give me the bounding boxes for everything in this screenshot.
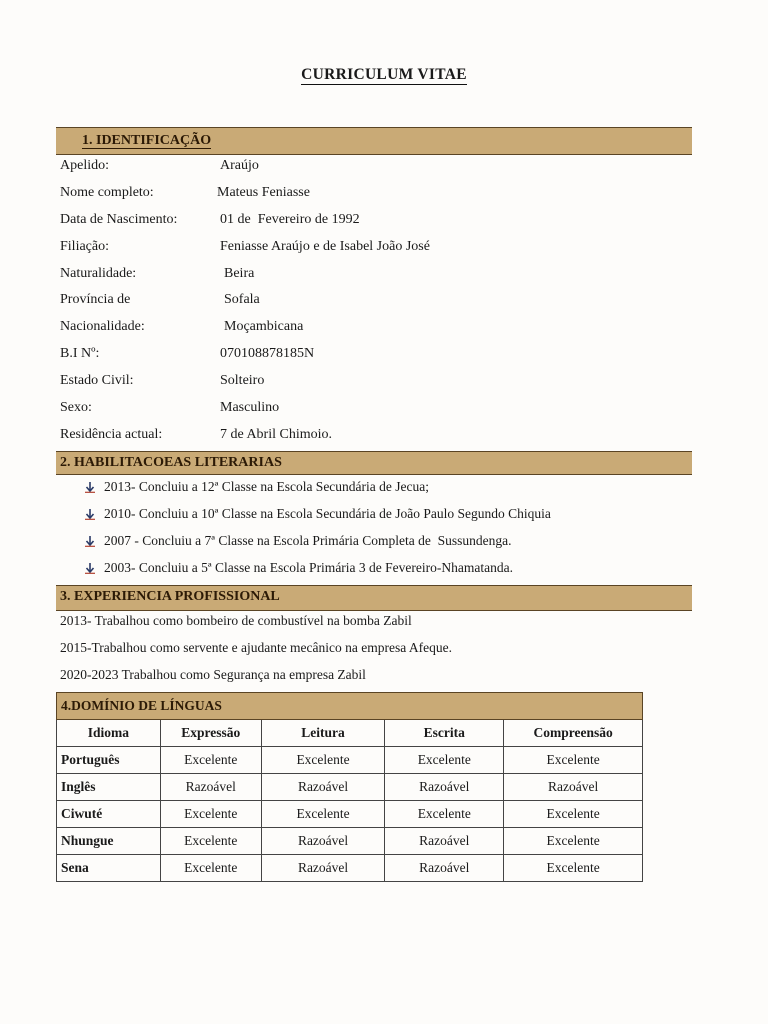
ident-label: Filiação: bbox=[60, 238, 109, 254]
section-habilitacoes-title: 2. HABILITACOEAS LITERARIAS bbox=[60, 455, 282, 470]
list-item: 2013- Trabalhou como bombeiro de combustível na bomba Zabil bbox=[60, 613, 412, 628]
table-cell: Razoável bbox=[385, 855, 504, 882]
ident-value: 070108878185N bbox=[220, 346, 315, 362]
section-identificacao-header bbox=[56, 127, 692, 155]
ident-label: Província de bbox=[60, 292, 131, 308]
ident-row-sexo bbox=[60, 398, 660, 425]
ident-value: Masculino bbox=[220, 400, 280, 416]
languages-table bbox=[56, 692, 643, 882]
ident-row-provincia bbox=[60, 290, 660, 317]
table-cell: Razoável bbox=[261, 828, 385, 855]
list-item bbox=[84, 478, 551, 505]
table-row bbox=[57, 855, 643, 882]
ident-label: Nome completo: bbox=[60, 184, 154, 200]
ident-value: 7 de Abril Chimoio. bbox=[220, 426, 332, 442]
section-experiencia-title: 3. EXPERIENCIA PROFISSIONAL bbox=[60, 589, 280, 604]
section-experiencia-header bbox=[56, 585, 692, 611]
ident-row-bi bbox=[60, 344, 660, 371]
language-name: Português bbox=[57, 747, 161, 774]
ident-row-residencia bbox=[60, 425, 660, 452]
ident-value: 01 de Fevereiro de 1992 bbox=[220, 211, 360, 227]
table-cell: Excelente bbox=[385, 801, 504, 828]
table-cell: Excelente bbox=[385, 747, 504, 774]
table-cell: Razoável bbox=[261, 855, 385, 882]
table-cell: Excelente bbox=[504, 855, 643, 882]
ident-row-filiacao bbox=[60, 237, 660, 264]
table-cell: Excelente bbox=[504, 747, 643, 774]
ident-row-nascimento bbox=[60, 210, 660, 237]
ident-value: Sofala bbox=[224, 292, 260, 308]
ident-label: Naturalidade: bbox=[60, 265, 137, 281]
table-cell: Excelente bbox=[160, 747, 261, 774]
language-name: Sena bbox=[57, 855, 161, 882]
education-text: 2007 - Concluiu a 7ª Classe na Escola Primária Completa de Sussundenga. bbox=[104, 532, 512, 548]
ident-row-apelido bbox=[60, 156, 660, 183]
column-header: Compreensão bbox=[504, 720, 643, 747]
table-row bbox=[57, 828, 643, 855]
table-cell: Excelente bbox=[160, 855, 261, 882]
ident-label: Nacionalidade: bbox=[60, 319, 145, 335]
column-header: Escrita bbox=[385, 720, 504, 747]
ident-row-naturalidade bbox=[60, 264, 660, 291]
table-cell: Excelente bbox=[160, 828, 261, 855]
list-item: 2015-Trabalhou como servente e ajudante mecânico na empresa Afeque. bbox=[60, 640, 452, 655]
list-item bbox=[84, 532, 551, 559]
down-arrow-bullet-icon bbox=[84, 559, 104, 577]
column-header: Leitura bbox=[261, 720, 385, 747]
ident-row-nome bbox=[60, 183, 660, 210]
table-cell: Excelente bbox=[261, 801, 385, 828]
ident-value: Moçambicana bbox=[224, 319, 304, 335]
table-cell: Razoável bbox=[504, 774, 643, 801]
page-title bbox=[0, 66, 768, 84]
language-name: Nhungue bbox=[57, 828, 161, 855]
table-cell: Excelente bbox=[504, 828, 643, 855]
education-text: 2013- Concluiu a 12ª Classe na Escola Secundária de Jecua; bbox=[104, 479, 430, 494]
table-cell: Razoável bbox=[261, 774, 385, 801]
down-arrow-bullet-icon bbox=[84, 478, 104, 496]
ident-value: Araújo bbox=[220, 158, 259, 173]
table-cell: Razoável bbox=[385, 774, 504, 801]
column-header: Idioma bbox=[57, 720, 161, 747]
ident-value: Beira bbox=[224, 265, 255, 281]
table-row bbox=[57, 801, 643, 828]
ident-row-estado-civil bbox=[60, 371, 660, 398]
experience-list bbox=[60, 612, 452, 693]
table-cell: Razoável bbox=[385, 828, 504, 855]
language-name: Inglês bbox=[57, 774, 161, 801]
table-header-row bbox=[57, 720, 643, 747]
down-arrow-bullet-icon bbox=[84, 532, 104, 550]
table-cell: Excelente bbox=[504, 801, 643, 828]
identification-list bbox=[60, 156, 660, 452]
ident-value: Mateus Feniasse bbox=[217, 184, 310, 200]
languages-table-title-row bbox=[57, 693, 643, 720]
ident-label: Data de Nascimento: bbox=[60, 211, 178, 227]
ident-label: Apelido: bbox=[60, 158, 109, 173]
language-name: Ciwuté bbox=[57, 801, 161, 828]
section-linguas-title: 4.DOMÍNIO DE LÍNGUAS bbox=[57, 693, 643, 720]
section-identificacao-title: 1. IDENTIFICAÇÃO bbox=[82, 133, 212, 148]
column-header: Expressão bbox=[160, 720, 261, 747]
table-cell: Excelente bbox=[261, 747, 385, 774]
table-row bbox=[57, 747, 643, 774]
down-arrow-bullet-icon bbox=[84, 505, 104, 523]
ident-value: Solteiro bbox=[220, 373, 265, 389]
list-item bbox=[84, 505, 551, 532]
list-item bbox=[84, 559, 551, 586]
section-habilitacoes-header bbox=[56, 451, 692, 475]
ident-label: Sexo: bbox=[60, 400, 92, 416]
ident-row-nacionalidade bbox=[60, 317, 660, 344]
list-item: 2020-2023 Trabalhou como Segurança na empresa Zabil bbox=[60, 667, 366, 682]
ident-label: Estado Civil: bbox=[60, 373, 134, 389]
table-cell: Excelente bbox=[160, 801, 261, 828]
education-text: 2003- Concluiu a 5ª Classe na Escola Primária 3 de Fevereiro-Nhamatanda. bbox=[104, 559, 513, 575]
ident-label: Residência actual: bbox=[60, 426, 163, 442]
education-text: 2010- Concluiu a 10ª Classe na Escola Secundária de João Paulo Segundo Chiquia bbox=[104, 505, 551, 521]
education-list bbox=[84, 478, 551, 586]
table-cell: Razoável bbox=[160, 774, 261, 801]
page-title-text: CURRICULUM VITAE bbox=[301, 66, 467, 83]
table-row bbox=[57, 774, 643, 801]
ident-value: Feniasse Araújo e de Isabel João José bbox=[220, 238, 430, 254]
ident-label: B.I Nº: bbox=[60, 346, 100, 362]
